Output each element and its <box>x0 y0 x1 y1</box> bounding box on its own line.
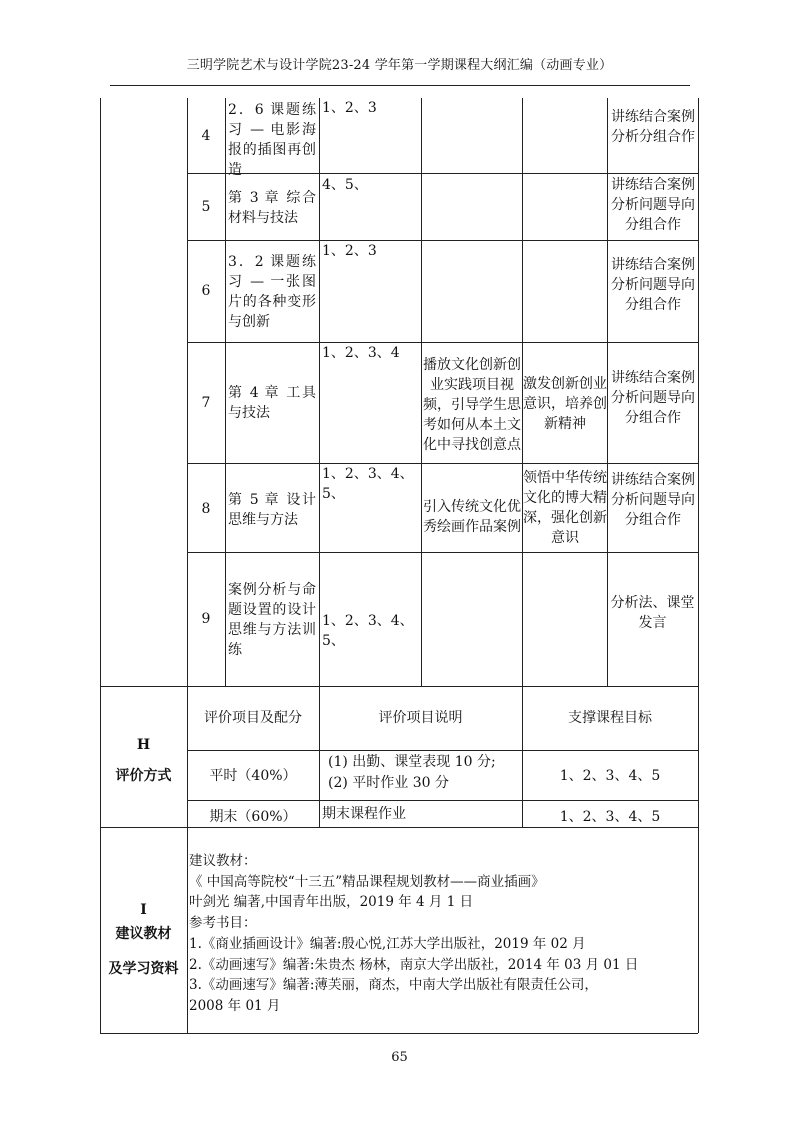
header-rule <box>110 85 690 86</box>
evaluation-item-goals: 1、2、3、4、5 <box>559 809 661 825</box>
row-content: 第 5 章 设计思维与方法 <box>228 492 316 528</box>
row-goals: 1、2、3、4、5、 <box>322 466 414 502</box>
row-goals: 1、2、3、4 <box>322 345 400 361</box>
materials-title-line: 及学习资料 <box>108 961 179 977</box>
row-number: 7 <box>201 395 211 411</box>
row-content: 3．2 课题练习 — 一张图片的各种变形与创新 <box>228 254 316 330</box>
row-method: 讲练结合案例分析问题导向分组合作 <box>611 370 695 426</box>
row-number: 6 <box>201 283 211 299</box>
evaluation-item-desc-line: (2) 平时作业 30 分 <box>328 775 449 791</box>
page-number: 65 <box>391 1050 408 1065</box>
evaluation-item-desc-line: 期末课程作业 <box>322 806 406 822</box>
row-method: 讲练结合案例分析问题导向分组合作 <box>611 257 695 313</box>
evaluation-item-name: 平时（40%） <box>209 768 297 784</box>
evaluation-item-desc-line: (1) 出勤、课堂表现 10 分; <box>328 754 496 770</box>
evaluation-header-desc: 评价项目说明 <box>378 710 463 726</box>
row-content: 第 4 章 工具与技法 <box>228 385 316 421</box>
evaluation-letter: H <box>136 737 151 753</box>
row-goals: 4、5、 <box>322 177 368 193</box>
row-method: 讲练结合案例分析问题导向分组合作 <box>611 177 695 233</box>
page-header-title: 三明学院艺术与设计学院23-24 学年第一学期课程大纲汇编（动画专业） <box>186 58 613 73</box>
evaluation-item-name: 期末（60%） <box>209 809 297 825</box>
materials-line: 《 中国高等院校“十三五”精品课程规划教材——商业插画》 <box>189 874 545 890</box>
row-content: 2．6 课题练习 — 电影海报的插图再创造 <box>228 102 316 178</box>
row-method: 讲练结合案例分析问题导向分组合作 <box>611 472 695 528</box>
row-number: 4 <box>201 128 211 144</box>
row-number: 8 <box>201 501 211 517</box>
row-content: 案例分析与命题设置的设计思维与方法训练 <box>228 582 316 658</box>
materials-line: 2008 年 01 月 <box>189 998 281 1014</box>
materials-title-line: 建议教材 <box>115 926 172 942</box>
row-effect: 激发创新创业意识，培养创新精神 <box>523 376 607 432</box>
row-method: 分析法、课堂发言 <box>610 595 695 631</box>
materials-line: 3.《动画速写》编著:薄芙丽，商杰，中南大学出版社有限责任公司， <box>189 977 598 993</box>
row-method: 讲练结合案例分析分组合作 <box>611 109 695 145</box>
row-number: 9 <box>201 611 211 627</box>
evaluation-item-goals: 1、2、3、4、5 <box>559 768 661 784</box>
row-effect: 领悟中华传统文化的博大精深，强化创新意识 <box>523 470 607 546</box>
row-goals: 1、2、3、4、5、 <box>322 613 414 649</box>
row-number: 5 <box>201 199 211 215</box>
materials-letter: I <box>140 902 147 918</box>
materials-line: 建议教材： <box>189 853 257 869</box>
row-goals: 1、2、3 <box>322 100 377 116</box>
evaluation-header-item: 评价项目及配分 <box>204 710 302 726</box>
row-goals: 1、2、3 <box>322 243 377 259</box>
row-ideology: 播放文化创新创业实践项目视频，引导学生思考如何从本土文化中寻找创意点 <box>423 357 521 453</box>
evaluation-header-goals: 支撑课程目标 <box>568 710 652 726</box>
materials-line: 叶剑光 编著,中国青年出版，2019 年 4 月 1 日 <box>189 894 474 910</box>
materials-line: 1.《商业插画设计》编著:殷心悦,江苏大学出版社，2019 年 02 月 <box>189 936 586 952</box>
row-ideology: 引入传统文化优秀绘画作品案例 <box>423 499 521 535</box>
materials-line: 参考书目： <box>189 915 257 931</box>
materials-line: 2.《动画速写》编著:朱贵杰 杨林，南京大学出版社，2014 年 03 月 01 日 <box>189 957 639 973</box>
row-content: 第 3 章 综合材料与技法 <box>228 190 316 226</box>
evaluation-title: 评价方式 <box>115 768 172 784</box>
